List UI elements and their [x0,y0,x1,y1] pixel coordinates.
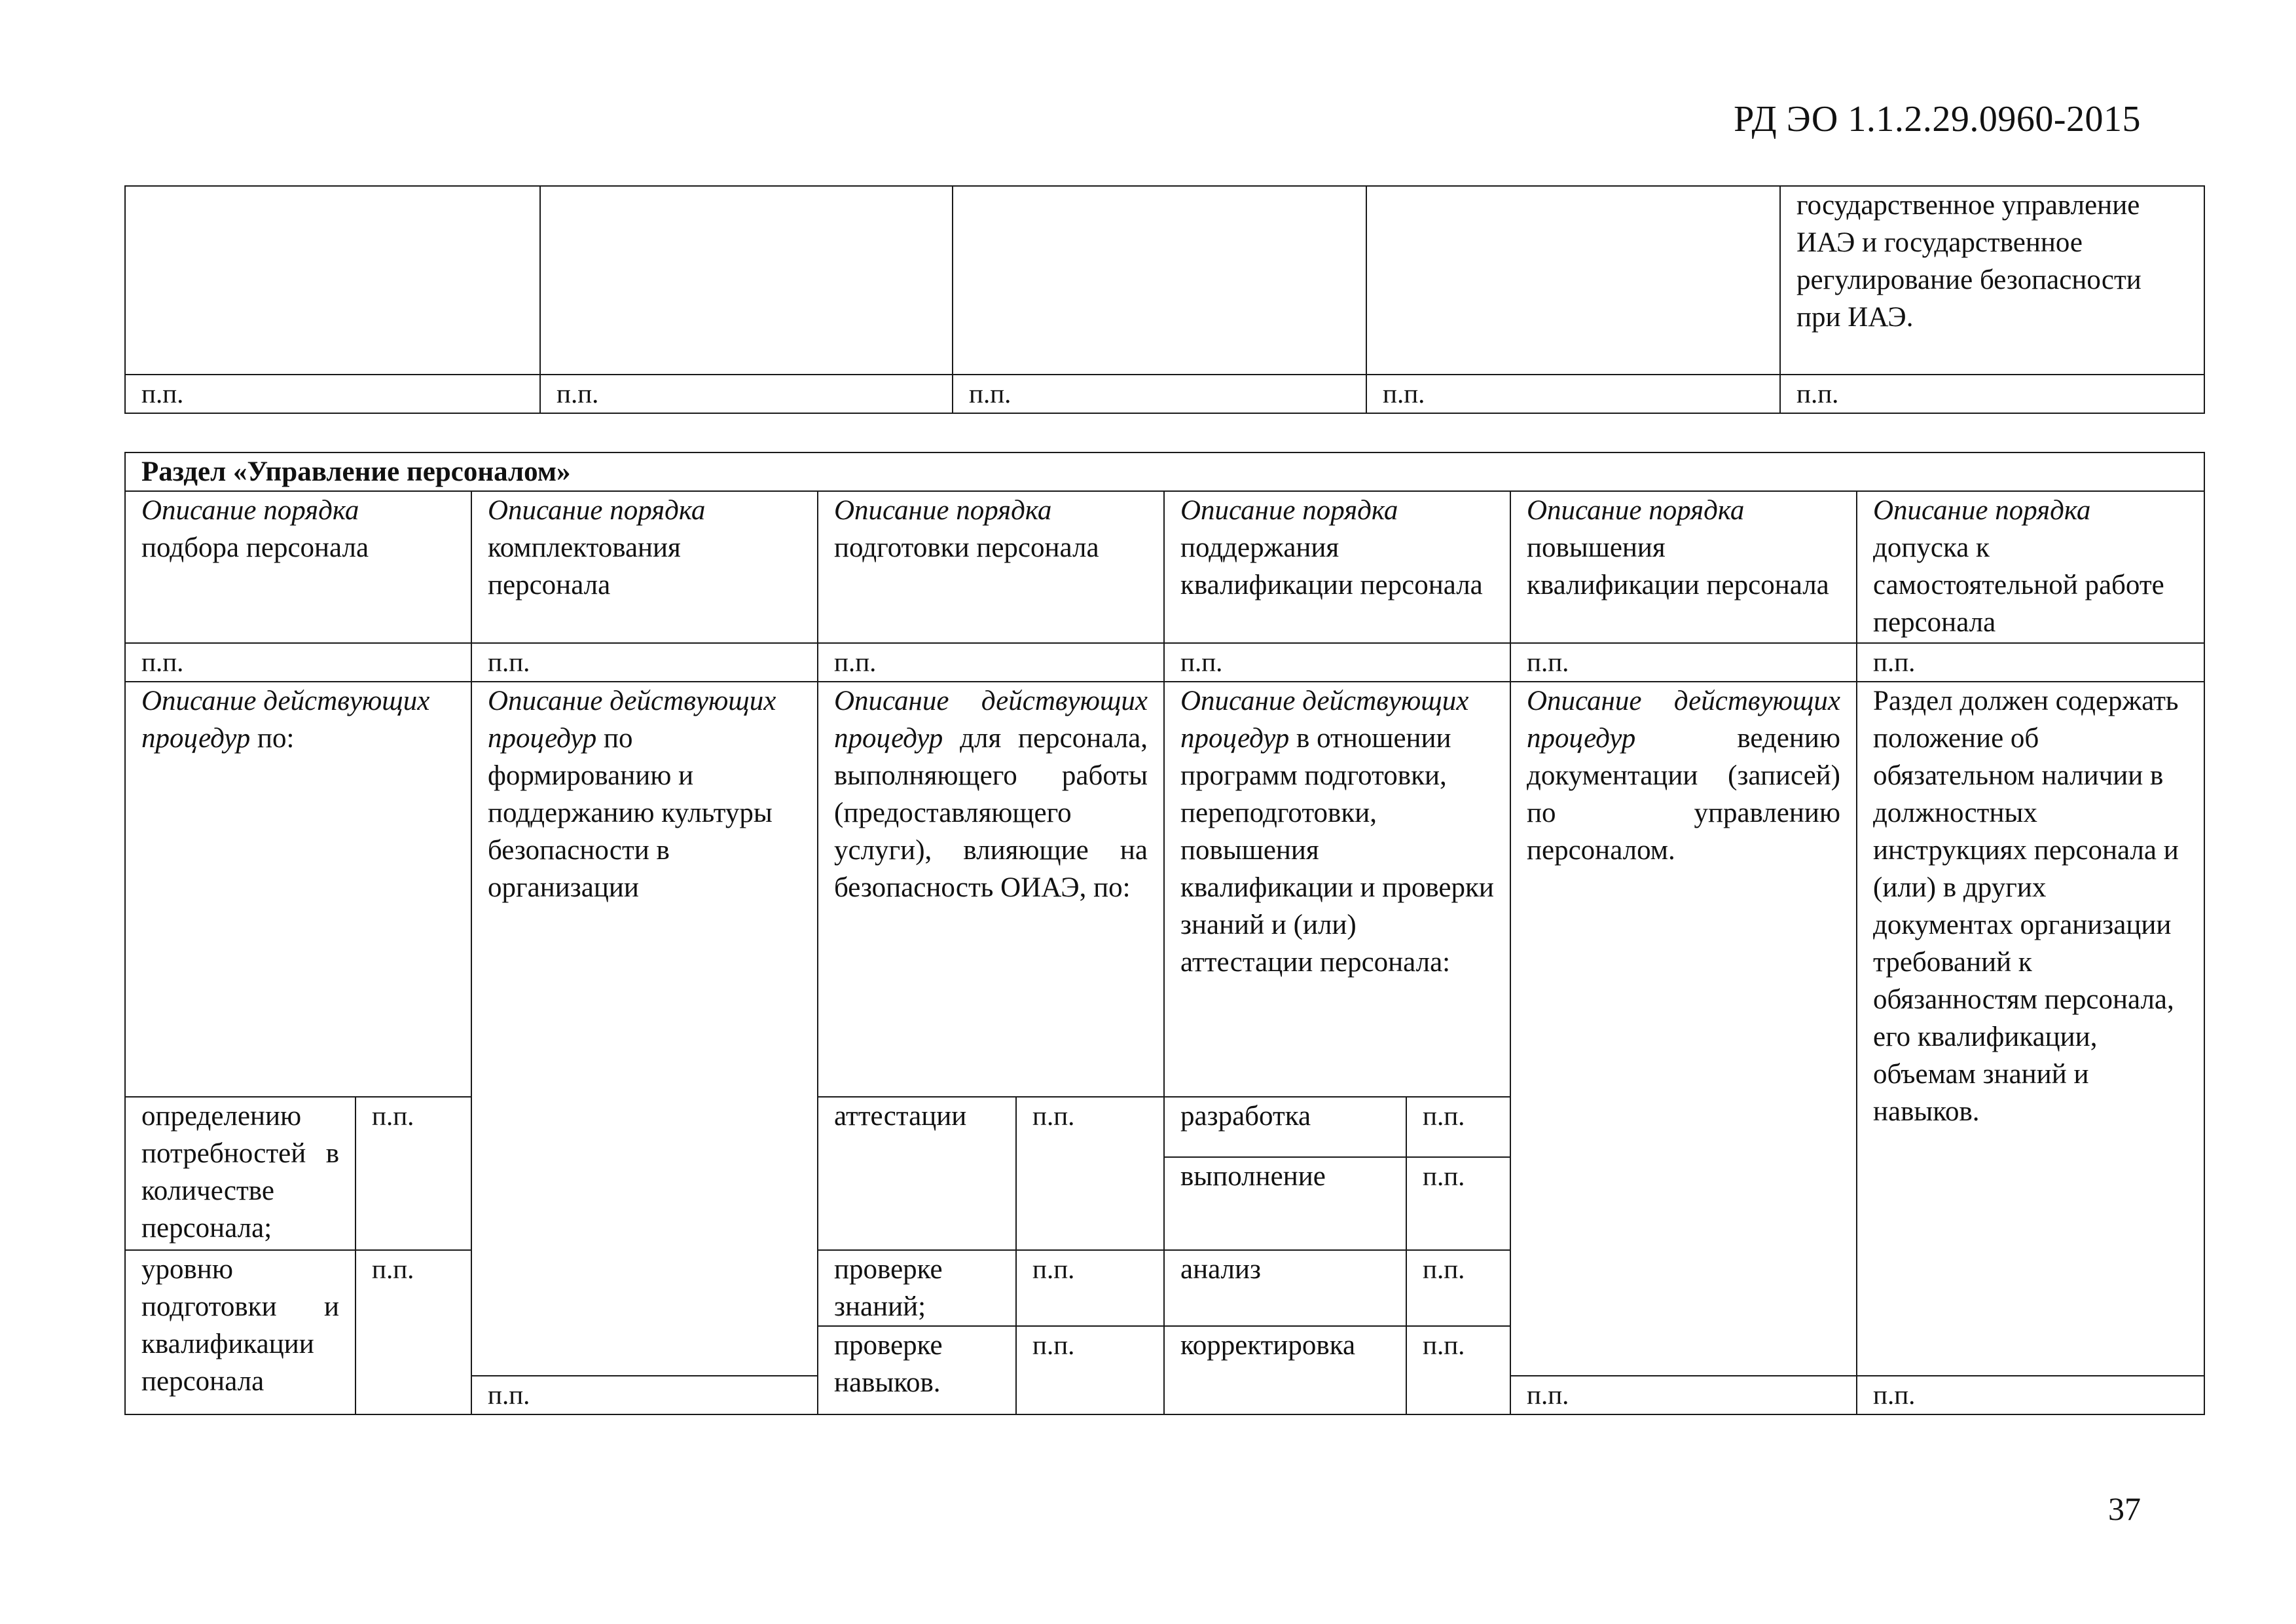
col3-sub-attestation-pp: п.п. [1016,1097,1164,1250]
col3-procedure-description: Описание действующих процедур для персонала, выполняющего работы (предоставляющего услуги), влияющие на безопасность ОИАЭ, по: [818,682,1164,1097]
empty-cell [125,186,540,375]
col4-sub-execution-pp: п.п. [1406,1157,1510,1250]
col6-requirements-text: Раздел должен содержать положение об обязательном наличии в должностных инструкциях персонала и (или) в других документах организации требований к обязанностям персонала, его квалификации, объемам знаний и навыков. [1857,682,2204,1376]
col1-sub-level-pp: п.п. [355,1250,471,1414]
pp-cell: п.п. [1857,643,2204,682]
col4-sub-analysis-pp: п.п. [1406,1250,1510,1326]
col6-pp: п.п. [1857,1376,2204,1414]
pp-cell: п.п. [125,375,540,413]
column-header-admission: Описание порядка допуска к самостоятельной работе персонала [1857,491,2204,643]
col3-sub-skills-check: проверке навыков. [818,1326,1016,1414]
column-header-staffing: Описание порядка комплектования персонала [471,491,818,643]
continuation-table [124,185,2205,414]
col5-procedure-description: Описание действующих процедур ведению документации (записей) по управлению персоналом. [1510,682,1857,1376]
pp-cell: п.п. [1366,375,1780,413]
empty-cell [540,186,953,375]
col1-procedure-description: Описание действующих процедур по: [125,682,471,1097]
empty-cell [1366,186,1780,375]
document-code: РД ЭО 1.1.2.29.0960-2015 [1734,99,2141,139]
pp-cell: п.п. [1164,643,1510,682]
col5-pp: п.п. [1510,1376,1857,1414]
column-header-qualification-upgrade: Описание порядка повышения квалификации персонала [1510,491,1857,643]
col2-pp: п.п. [471,1376,818,1414]
column-header-training: Описание порядка подготовки персонала [818,491,1164,643]
section-title: Раздел «Управление персоналом» [125,452,2204,491]
col4-sub-correction-pp: п.п. [1406,1326,1510,1414]
col1-sub-needs: определению потребностей в количестве персонала; [125,1097,355,1250]
col1-sub-needs-pp: п.п. [355,1097,471,1250]
column-header-qualification-maintenance: Описание порядка поддержания квалификации персонала [1164,491,1510,643]
regulation-text-cell: государственное управление ИАЭ и государственное регулирование безопасности при ИАЭ. [1780,186,2204,375]
col4-sub-execution: выполнение [1164,1157,1406,1250]
pp-cell: п.п. [953,375,1366,413]
col4-sub-development-pp: п.п. [1406,1097,1510,1157]
col4-procedure-description: Описание действующих процедур в отношении программ подготовки, переподготовки, повышения квалификации и проверки знаний и (или) аттестации персонала: [1164,682,1510,1097]
col3-sub-knowledge-check-pp: п.п. [1016,1250,1164,1326]
column-header-selection: Описание порядка подбора персонала [125,491,471,643]
col3-sub-attestation: аттестации [818,1097,1016,1250]
col2-procedure-description: Описание действующих процедур по формированию и поддержанию культуры безопасности в организации [471,682,818,1376]
pp-cell: п.п. [1510,643,1857,682]
pp-cell: п.п. [540,375,953,413]
empty-cell [953,186,1366,375]
pp-cell: п.п. [818,643,1164,682]
col3-sub-skills-check-pp: п.п. [1016,1326,1164,1414]
col3-sub-knowledge-check: проверке знаний; [818,1250,1016,1326]
personnel-management-table [124,452,2205,1415]
pp-cell: п.п. [471,643,818,682]
col4-sub-correction: корректировка [1164,1326,1406,1414]
col4-sub-analysis: анализ [1164,1250,1406,1326]
col1-sub-level: уровню подготовки и квалификации персонала [125,1250,355,1414]
page-number: 37 [2108,1490,2141,1527]
col4-sub-development: разработка [1164,1097,1406,1157]
pp-cell: п.п. [125,643,471,682]
pp-cell: п.п. [1780,375,2204,413]
